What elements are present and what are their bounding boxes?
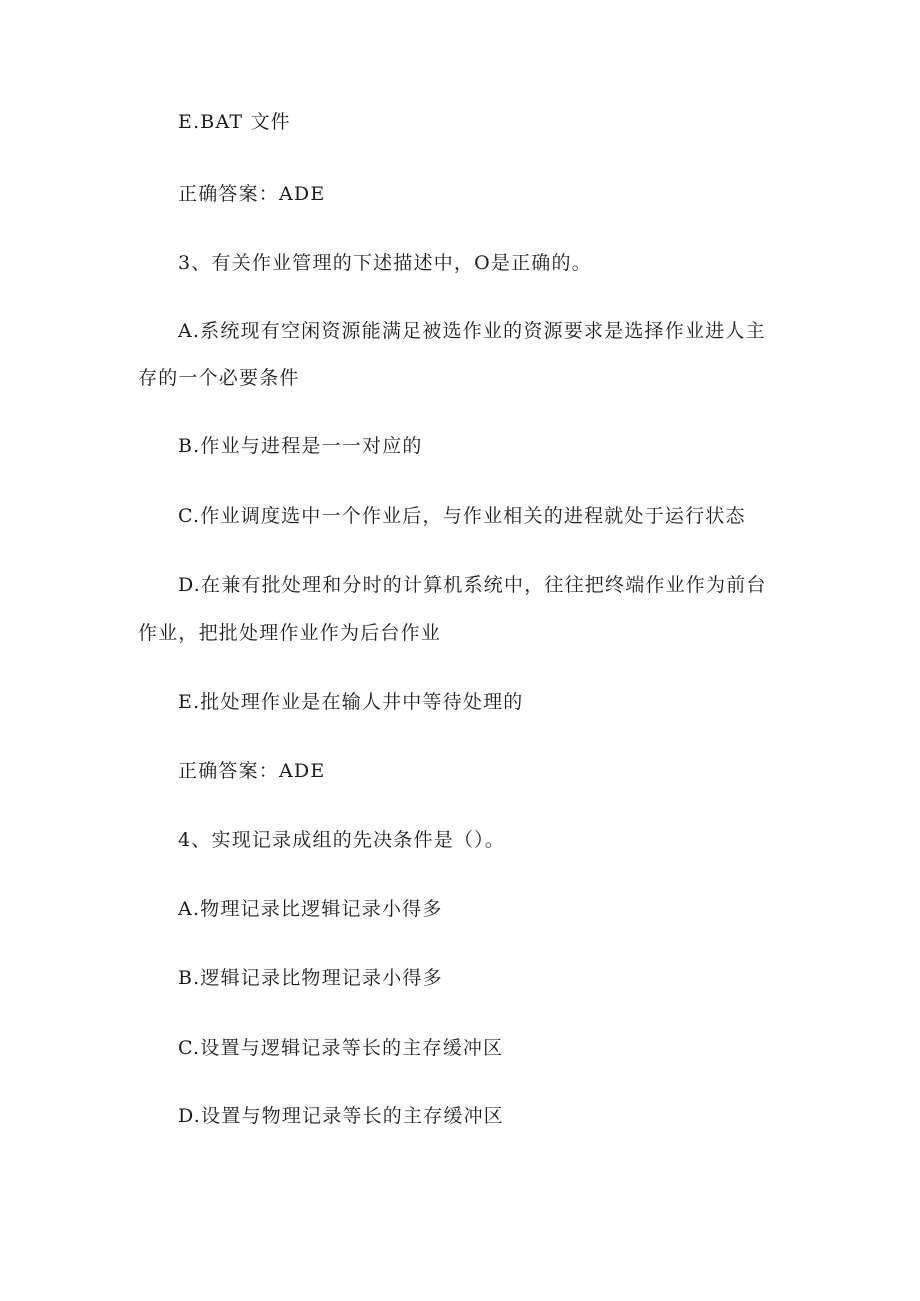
q3-option-d-line2: 作业，把批处理作业作为后台作业 (138, 622, 442, 644)
option-e-prev: E.BAT 文件 (178, 111, 291, 133)
q4-option-a: A.物理记录比逻辑记录小得多 (178, 898, 443, 920)
q3-option-e: E.批处理作业是在输人井中等待处理的 (178, 691, 524, 713)
q3-option-a-line2: 存的一个必要条件 (138, 367, 300, 389)
q3-option-b: B.作业与进程是一一对应的 (178, 435, 423, 457)
answer-q3: 正确答案：ADE (178, 760, 326, 782)
answer-q2: 正确答案：ADE (178, 183, 326, 205)
q3-option-d-line1: D.在兼有批处理和分时的计算机系统中，往往把终端作业作为前台 (178, 574, 767, 596)
q3-option-c: C.作业调度选中一个作业后，与作业相关的进程就处于运行状态 (178, 505, 746, 527)
question-3: 3、有关作业管理的下述描述中，O是正确的。 (178, 252, 592, 274)
q3-option-a-line1: A.系统现有空闲资源能满足被选作业的资源要求是选择作业进人主 (178, 320, 766, 342)
question-4: 4、实现记录成组的先决条件是（）。 (178, 829, 505, 851)
q4-option-b: B.逻辑记录比物理记录小得多 (178, 967, 443, 989)
q4-option-d: D.设置与物理记录等长的主存缓冲区 (178, 1105, 504, 1127)
q4-option-c: C.设置与逻辑记录等长的主存缓冲区 (178, 1037, 504, 1059)
